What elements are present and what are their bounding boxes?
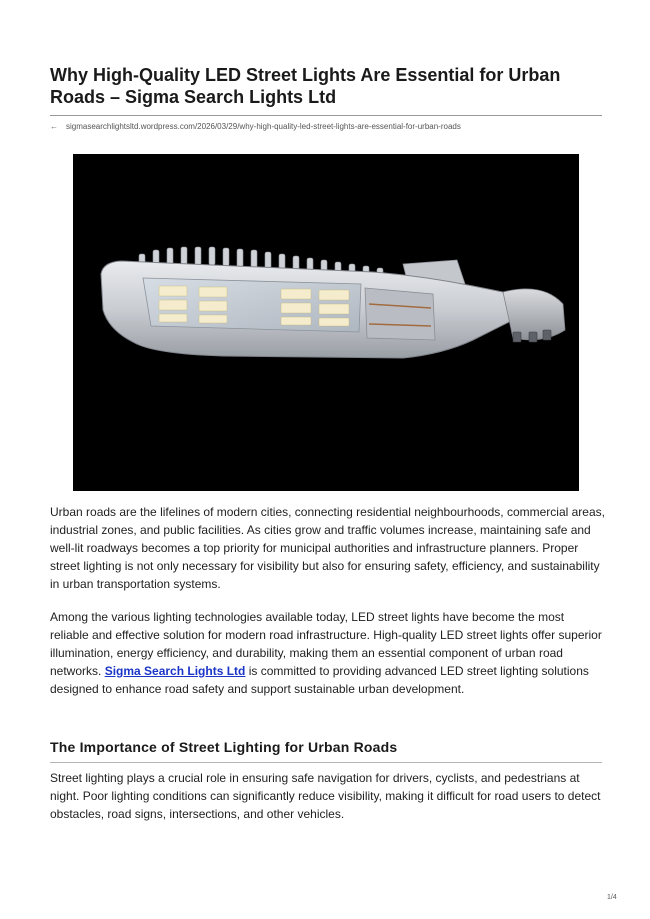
page-number: 1/4	[607, 894, 617, 901]
source-url-line	[50, 122, 610, 132]
source-url[interactable]: sigmasearchlightsltd.wordpress.com/2026/03/29/why-high-quality-led-street-lights-are-essential-for-urban-roads	[66, 122, 461, 131]
title-divider	[50, 115, 602, 116]
company-link[interactable]: Sigma Search Lights Ltd	[104, 664, 246, 678]
article-title: Why High-Quality LED Street Lights Are Essential for Urban Roads – Sigma Search Lights Ltd	[50, 65, 561, 107]
paragraph-importance: Street lighting plays a crucial role in ensuring safe navigation for drivers, cyclists, and pedestrians at night. Poor lighting conditions can significantly reduce visibility, making it difficult for road users to detect obstacles, road signs, intersections, and other vehicles.	[50, 771, 601, 821]
section-heading: The Importance of Street Lighting for Urban Roads	[50, 739, 398, 755]
paragraph-intro: Urban roads are the lifelines of modern cities, connecting residential neighbourhoods, commercial areas, industrial zones, and public facilities. As cities grow and traffic volumes increase, maintaining safe and well-lit roadways becomes a top priority for municipal authorities and infrastructure planners. Proper street lighting is not only necessary for visibility but also for ensuring safety, efficiency, and sustainability in urban transportation systems.	[50, 505, 605, 591]
back-arrow-icon: ←	[50, 122, 58, 131]
paragraph2-text-start: Among the various lighting technologies available today, LED street lights have become the most reliable and effective solution for modern road infrastructure. High-quality LED street lights offer superior illumination, energy efficiency, and durability, making them an essential component of urban road networks.	[50, 610, 602, 678]
led-street-light-illustration	[73, 154, 579, 491]
paragraph2-text-end: is committed to providing advanced LED street lighting solutions designed to enhance road safety and support sustainable urban development.	[50, 664, 589, 696]
heading-divider	[50, 762, 602, 763]
paragraph-led-solutions	[50, 608, 606, 698]
street-light-image	[73, 154, 579, 491]
